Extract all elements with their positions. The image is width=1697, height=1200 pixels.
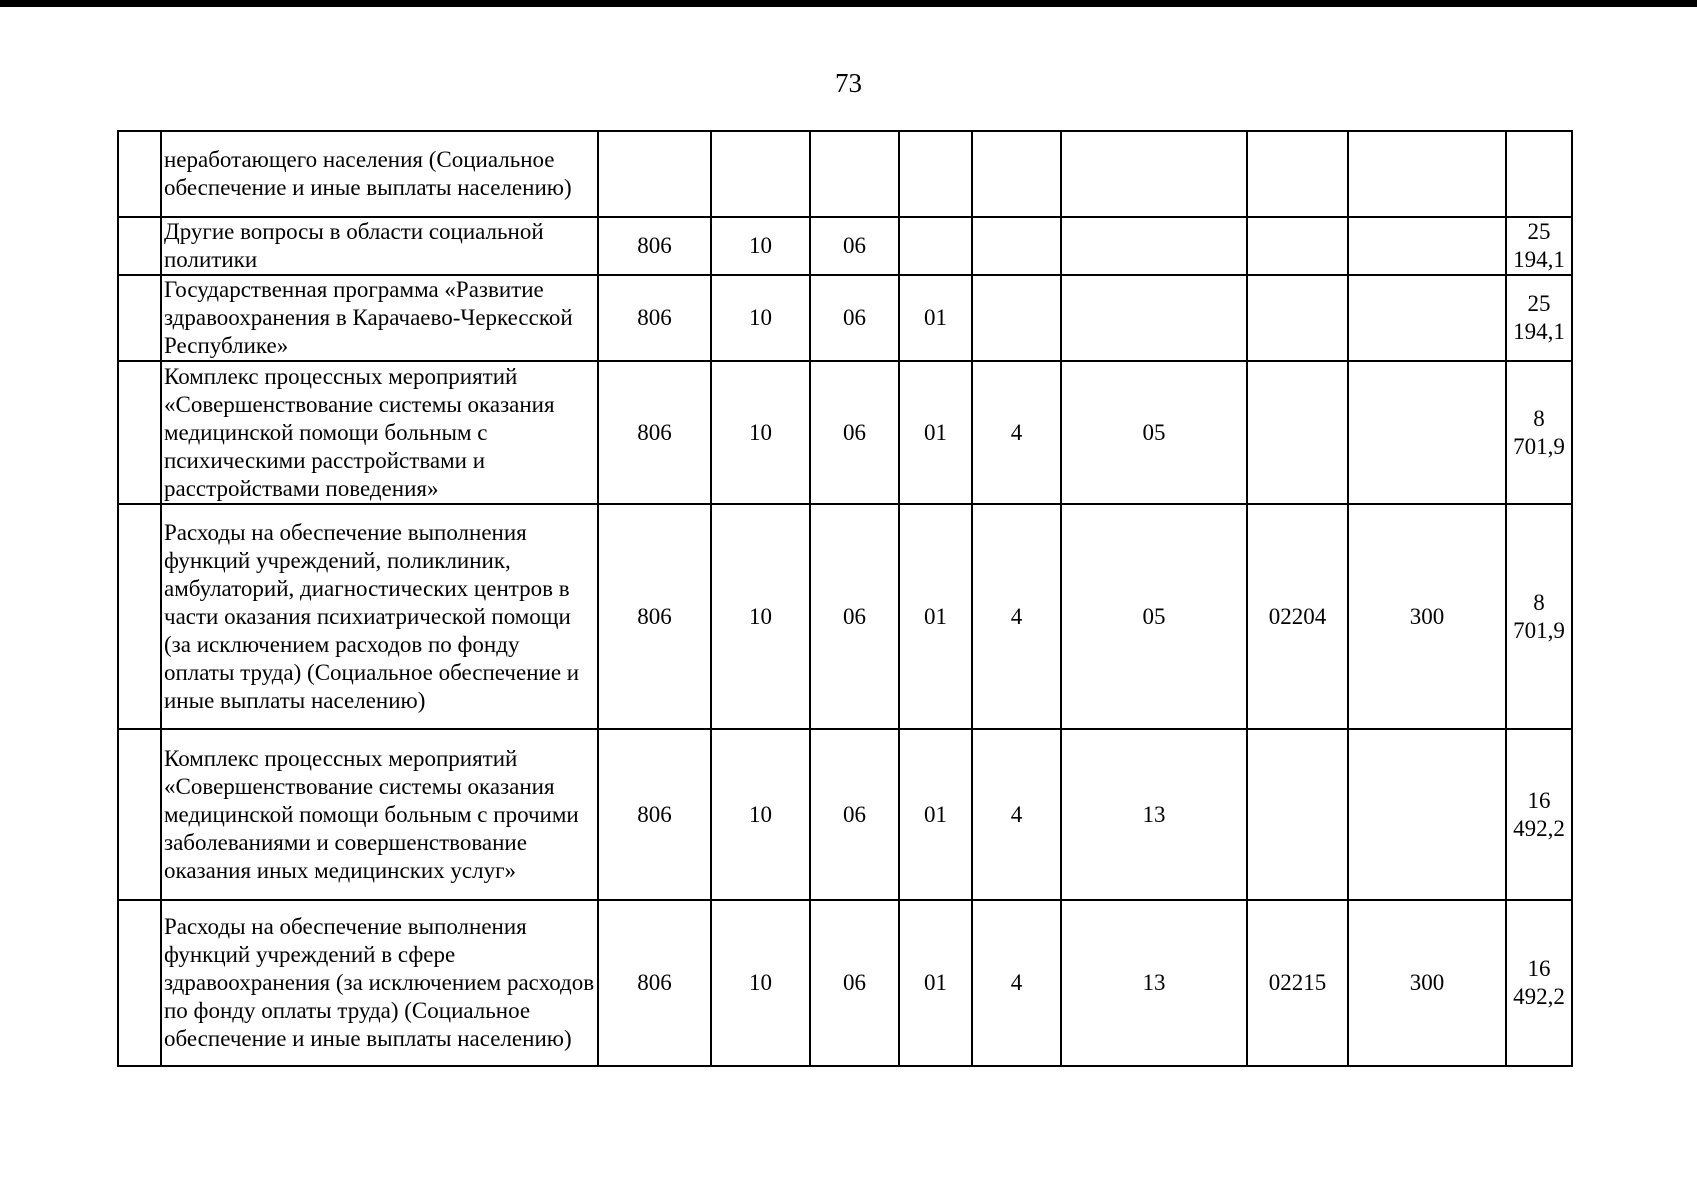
row-amount-cell: 25 194,1 — [1506, 217, 1572, 275]
row-col8-cell — [1348, 275, 1506, 361]
row-col8-cell — [1348, 131, 1506, 217]
row-col7-cell — [1247, 361, 1348, 504]
row-col3-cell: 06 — [810, 361, 899, 504]
row-col2-cell: 10 — [711, 361, 810, 504]
row-index-cell — [118, 900, 161, 1066]
row-name-cell: Расходы на обеспечение выполнения функций учреждений, поликлиник, амбулаторий, диагностических центров в части оказания психиатрической помощи (за исключением расходов по фонду оплаты труда) (Социальное обеспечение и иные выплаты населению) — [161, 504, 598, 729]
row-col1-cell: 806 — [598, 504, 711, 729]
row-col3-cell: 06 — [810, 275, 899, 361]
row-col1-cell: 806 — [598, 729, 711, 900]
row-col2-cell: 10 — [711, 217, 810, 275]
scan-top-edge — [0, 0, 1697, 7]
row-col6-cell: 05 — [1061, 361, 1247, 504]
row-col4-cell: 01 — [899, 504, 972, 729]
row-amount-cell: 8 701,9 — [1506, 504, 1572, 729]
row-col5-cell: 4 — [972, 900, 1061, 1066]
row-col5-cell — [972, 217, 1061, 275]
row-name-cell: Комплекс процессных мероприятий «Совершенствование системы оказания медицинской помощи больным с психическими расстройствами и расстройствами поведения» — [161, 361, 598, 504]
table-row — [118, 504, 1572, 729]
table-row — [118, 275, 1572, 361]
row-amount-cell: 25 194,1 — [1506, 275, 1572, 361]
row-index-cell — [118, 729, 161, 900]
row-col3-cell — [810, 131, 899, 217]
row-col7-cell: 02215 — [1247, 900, 1348, 1066]
row-col1-cell: 806 — [598, 275, 711, 361]
row-col2-cell: 10 — [711, 900, 810, 1066]
row-index-cell — [118, 217, 161, 275]
table-row — [118, 729, 1572, 900]
row-col3-cell: 06 — [810, 900, 899, 1066]
row-col8-cell — [1348, 729, 1506, 900]
row-col4-cell: 01 — [899, 900, 972, 1066]
row-amount-cell — [1506, 131, 1572, 217]
row-col1-cell: 806 — [598, 900, 711, 1066]
row-col6-cell — [1061, 275, 1247, 361]
row-col3-cell: 06 — [810, 504, 899, 729]
row-col7-cell — [1247, 217, 1348, 275]
row-col1-cell — [598, 131, 711, 217]
row-col8-cell: 300 — [1348, 900, 1506, 1066]
table-row — [118, 131, 1572, 217]
row-col5-cell: 4 — [972, 361, 1061, 504]
row-col4-cell: 01 — [899, 275, 972, 361]
row-col6-cell: 13 — [1061, 729, 1247, 900]
row-amount-cell: 16 492,2 — [1506, 900, 1572, 1066]
row-col8-cell: 300 — [1348, 504, 1506, 729]
row-index-cell — [118, 361, 161, 504]
row-col6-cell — [1061, 131, 1247, 217]
row-col6-cell: 13 — [1061, 900, 1247, 1066]
row-col2-cell: 10 — [711, 275, 810, 361]
row-col1-cell: 806 — [598, 361, 711, 504]
row-col8-cell — [1348, 217, 1506, 275]
row-col7-cell: 02204 — [1247, 504, 1348, 729]
row-amount-cell: 8 701,9 — [1506, 361, 1572, 504]
row-index-cell — [118, 275, 161, 361]
table-body — [118, 131, 1572, 1066]
row-col4-cell — [899, 217, 972, 275]
row-name-cell: неработающего населения (Социальное обеспечение и иные выплаты населению) — [161, 131, 598, 217]
row-col6-cell — [1061, 217, 1247, 275]
row-name-cell: Расходы на обеспечение выполнения функций учреждений в сфере здравоохранения (за исключением расходов по фонду оплаты труда) (Социальное обеспечение и иные выплаты населению) — [161, 900, 598, 1066]
row-col4-cell: 01 — [899, 361, 972, 504]
row-col5-cell: 4 — [972, 729, 1061, 900]
row-col7-cell — [1247, 729, 1348, 900]
row-name-cell: Комплекс процессных мероприятий «Совершенствование системы оказания медицинской помощи больным с прочими заболеваниями и совершенствование оказания иных медицинских услуг» — [161, 729, 598, 900]
row-amount-cell: 16 492,2 — [1506, 729, 1572, 900]
row-col5-cell: 4 — [972, 504, 1061, 729]
row-col1-cell: 806 — [598, 217, 711, 275]
row-col2-cell — [711, 131, 810, 217]
row-col4-cell: 01 — [899, 729, 972, 900]
row-name-cell: Другие вопросы в области социальной политики — [161, 217, 598, 275]
table-row — [118, 361, 1572, 504]
row-col2-cell: 10 — [711, 729, 810, 900]
row-col3-cell: 06 — [810, 729, 899, 900]
budget-table — [117, 130, 1573, 1067]
row-col6-cell: 05 — [1061, 504, 1247, 729]
row-col4-cell — [899, 131, 972, 217]
row-col3-cell: 06 — [810, 217, 899, 275]
row-col5-cell — [972, 275, 1061, 361]
table-row — [118, 900, 1572, 1066]
row-col7-cell — [1247, 275, 1348, 361]
row-col2-cell: 10 — [711, 504, 810, 729]
row-col5-cell — [972, 131, 1061, 217]
row-index-cell — [118, 504, 161, 729]
page-number: 73 — [835, 68, 862, 98]
table-row — [118, 217, 1572, 275]
row-index-cell — [118, 131, 161, 217]
row-col8-cell — [1348, 361, 1506, 504]
row-col7-cell — [1247, 131, 1348, 217]
row-name-cell: Государственная программа «Развитие здравоохранения в Карачаево-Черкесской Республике» — [161, 275, 598, 361]
